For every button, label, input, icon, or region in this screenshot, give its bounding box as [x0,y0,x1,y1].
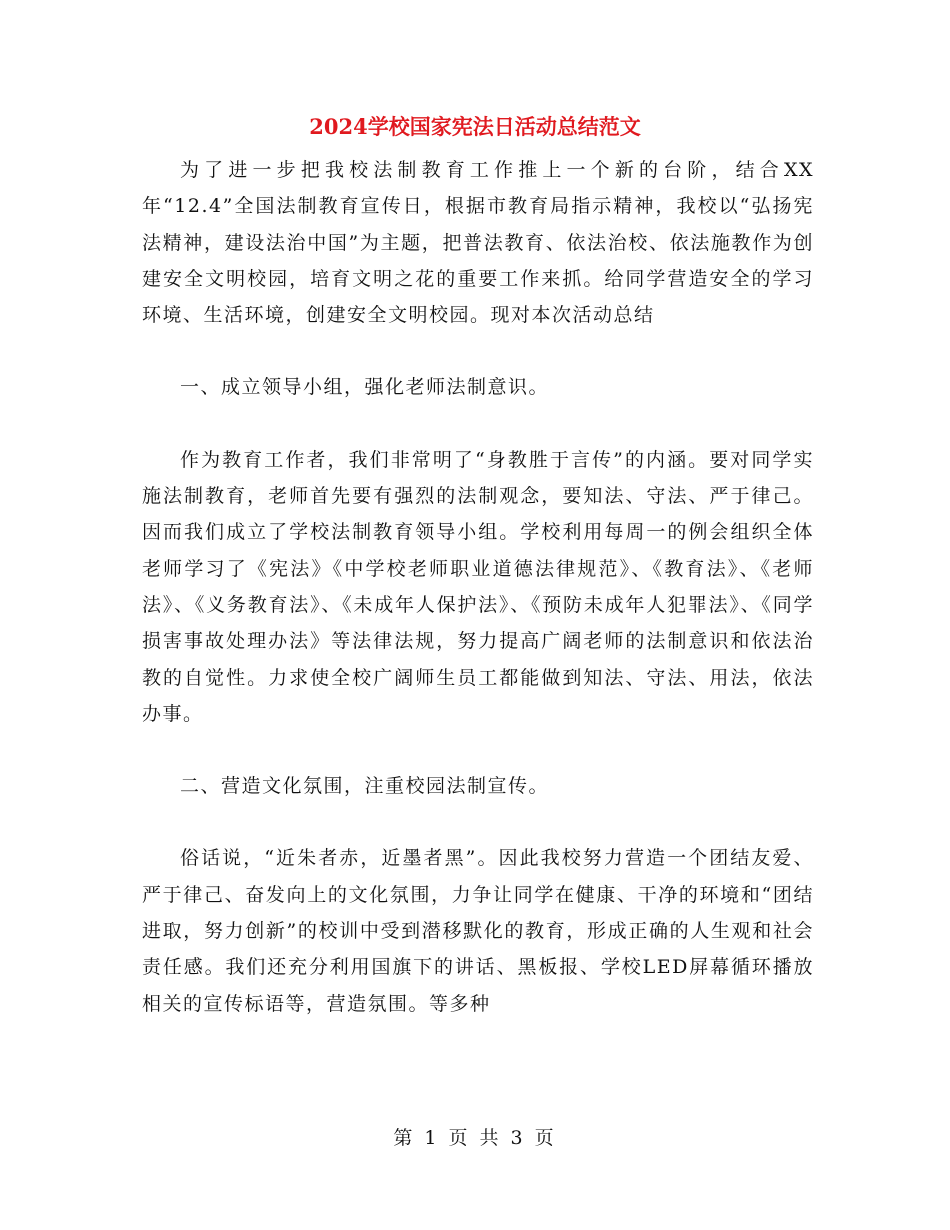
section-heading-2: 二、营造文化氛围，注重校园法制宣传。 [180,775,550,798]
paragraph-intro: 为了进一步把我校法制教育工作推上一个新的台阶，结合XX年“12.4”全国法制教育宣传日，根据市教育局指示精神，我校以“弘扬宪法精神，建设法治中国”为主题，把普法教育、依法治校、依法施教作为创建安全文明校园，培育文明之花的重要工作来抓。给同学营造安全的学习环境、生活环境，创建安全文明校园。现对本次活动总结 [142,159,814,327]
document-body [142,152,814,1022]
document-title: 2024学校国家宪法日活动总结范文 [309,114,641,139]
page-footer: 第 1 页 共 3 页 [393,1127,557,1149]
paragraph-section-2: 俗话说，“近朱者赤，近墨者黑”。因此我校努力营造一个团结友爱、严于律己、奋发向上的文化氛围，力争让同学在健康、干净的环境和“团结进取，努力创新”的校训中受到潜移默化的教育，形成正确的人生观和社会责任感。我们还充分利用国旗下的讲话、黑板报、学校LED屏幕循环播放相关的宣传标语等，营造氛围。等多种 [142,847,814,1015]
section-heading-1: 一、成立领导小组，强化老师法制意识。 [180,376,550,399]
paragraph-section-1: 作为教育工作者，我们非常明了“身教胜于言传”的内涵。要对同学实施法制教育，老师首先要有强烈的法制观念，要知法、守法、严于律己。因而我们成立了学校法制教育领导小组。学校利用每周一的例会组织全体老师学习了《宪法》《中学校老师职业道德法律规范》、《教育法》、《老师法》、《义务教育法》、《未成年人保护法》、《预防未成年人犯罪法》、《同学损害事故处理办法》等法律法规，努力提高广阔老师的法制意识和依法治教的自觉性。力求使全校广阔师生员工都能做到知法、守法、用法，依法办事。 [142,448,814,725]
